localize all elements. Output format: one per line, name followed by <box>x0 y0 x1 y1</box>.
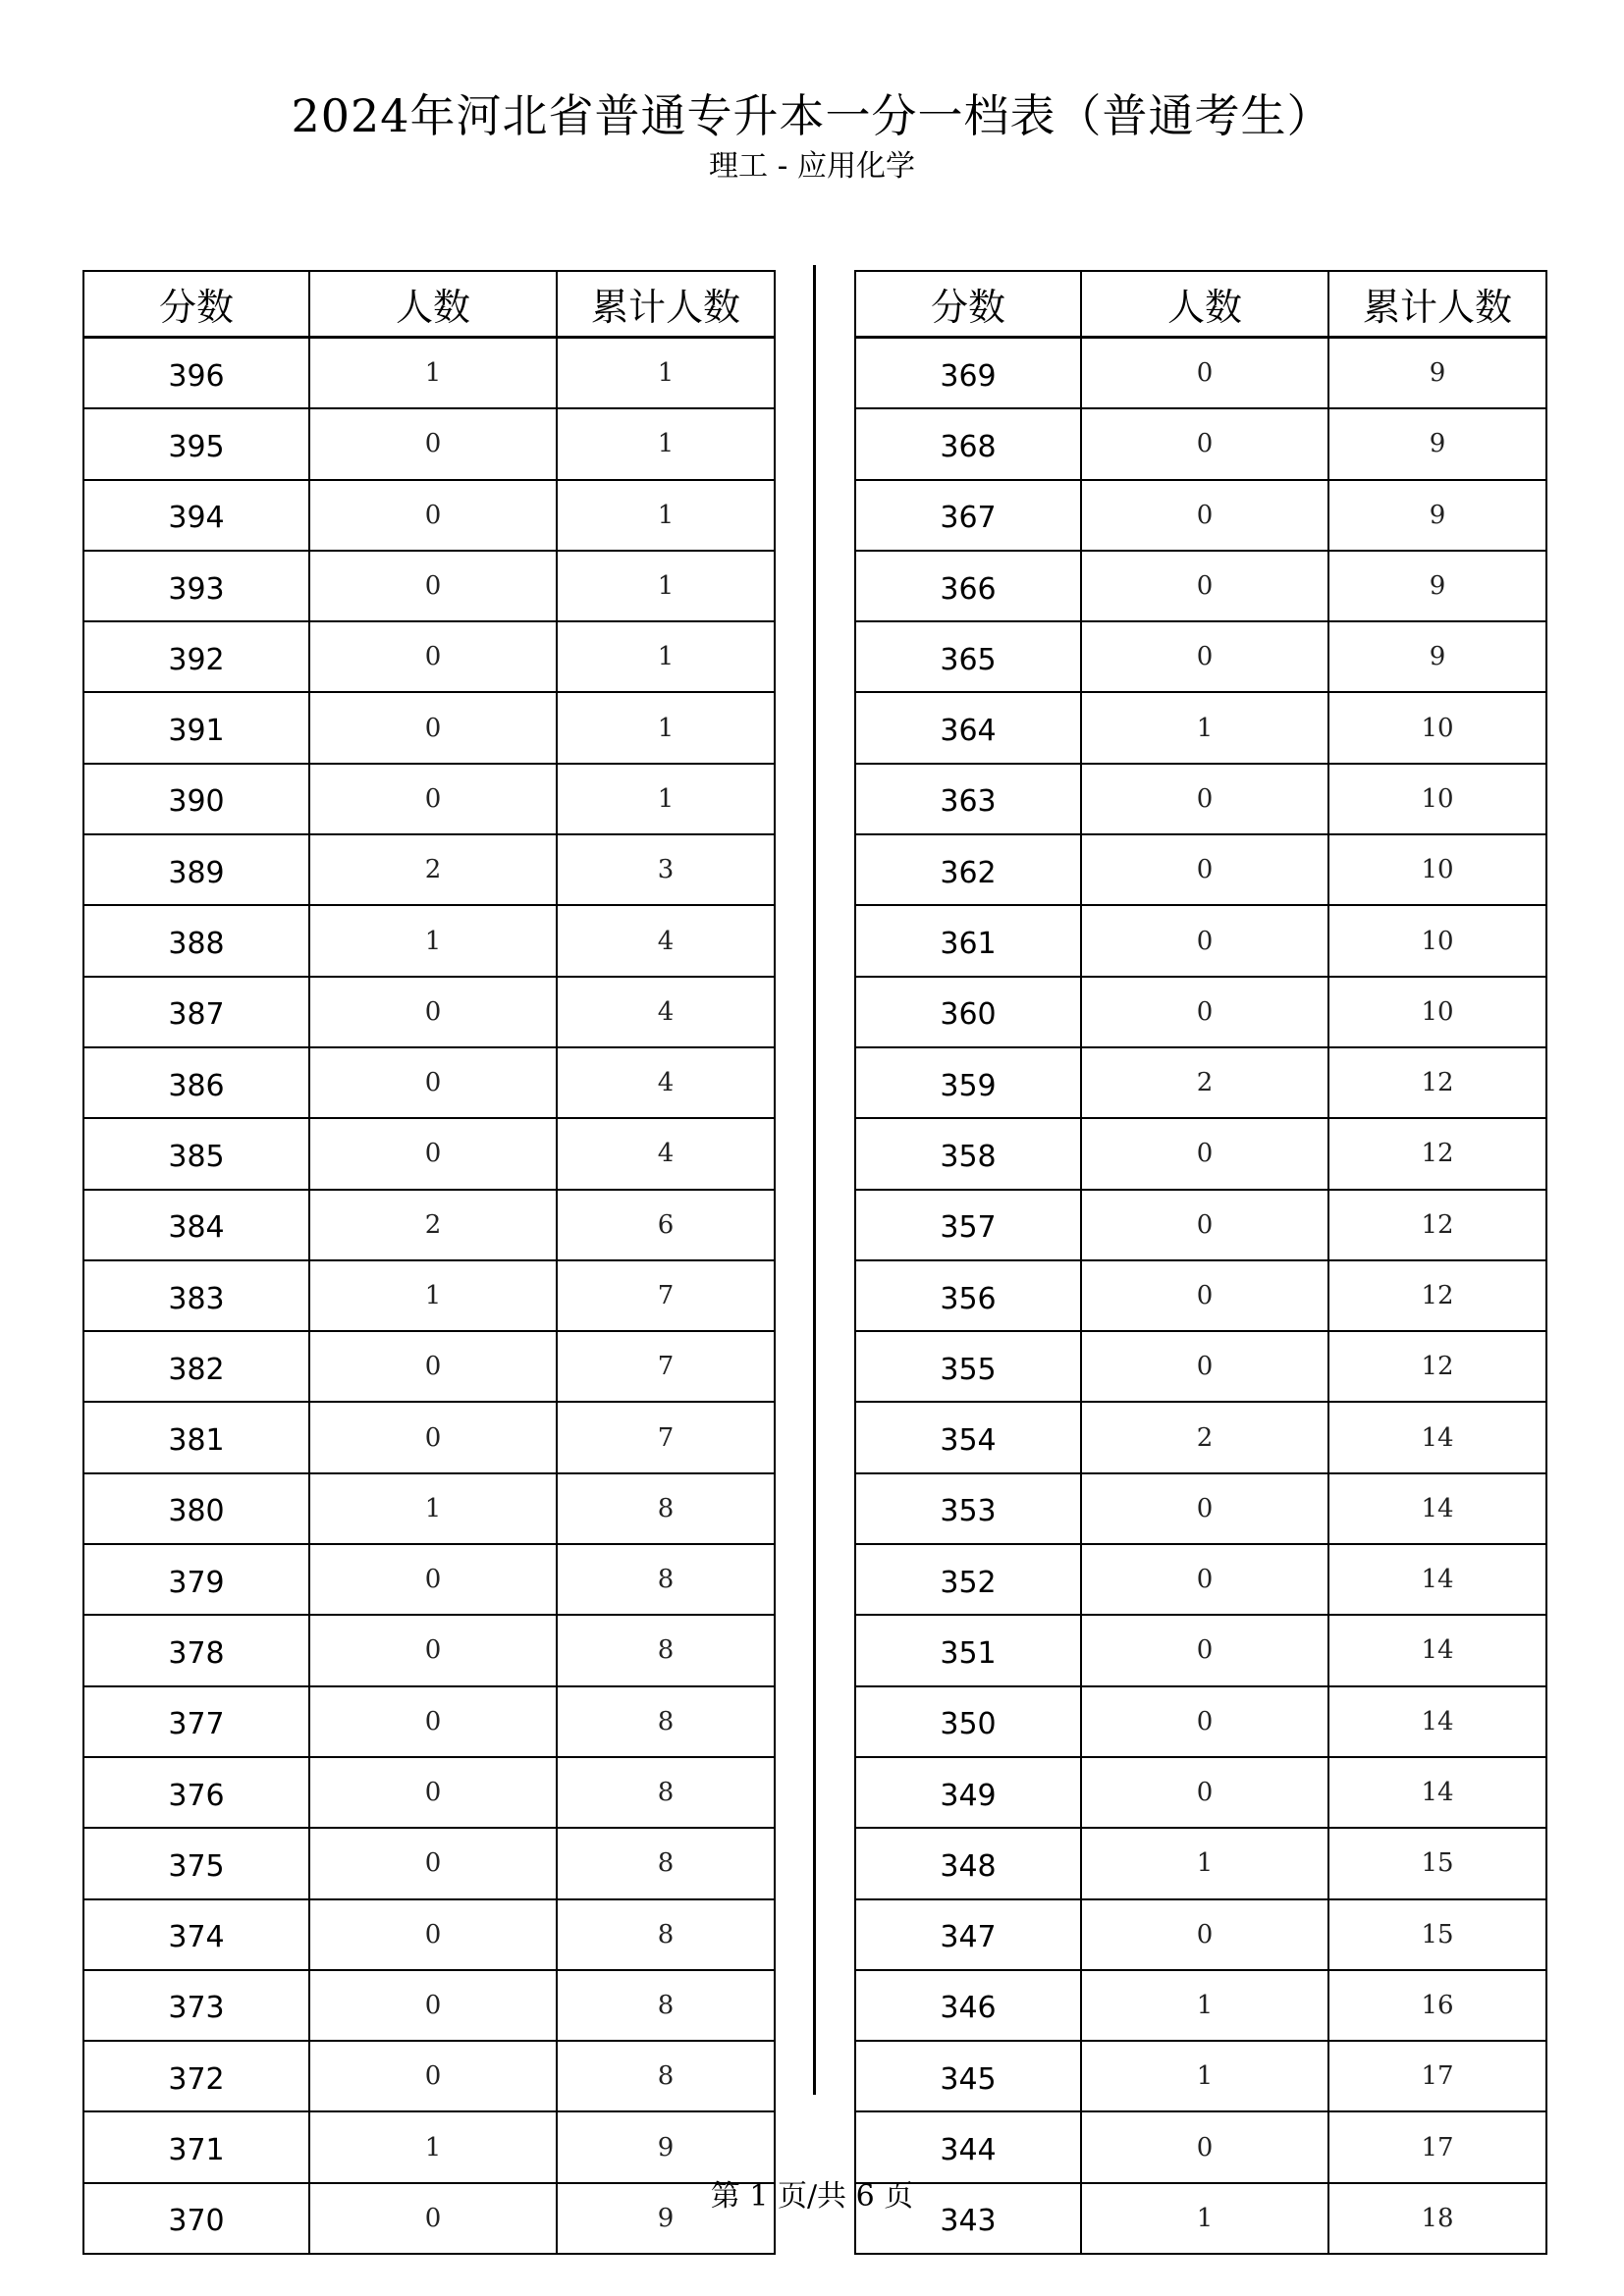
table-row <box>855 1047 1546 1118</box>
count-cell: 0 <box>309 1686 557 1757</box>
score-cell: 354 <box>855 1402 1081 1472</box>
cumulative-cell: 9 <box>1328 480 1546 551</box>
table-row <box>83 2041 775 2111</box>
column-header-cumulative: 累计人数 <box>557 271 775 338</box>
table-row <box>855 1473 1546 1544</box>
table-row <box>83 1686 775 1757</box>
table-row <box>855 1402 1546 1472</box>
count-cell: 0 <box>309 1899 557 1970</box>
cumulative-cell: 1 <box>557 408 775 479</box>
score-table-right <box>854 270 1547 2255</box>
count-cell: 0 <box>1081 480 1328 551</box>
table-row <box>83 834 775 905</box>
count-cell: 0 <box>1081 1118 1328 1189</box>
cumulative-cell: 12 <box>1328 1190 1546 1260</box>
cumulative-cell: 16 <box>1328 1970 1546 2041</box>
table-row <box>855 764 1546 834</box>
table-row <box>83 480 775 551</box>
table-row <box>83 905 775 976</box>
cumulative-cell: 1 <box>557 480 775 551</box>
cumulative-cell: 8 <box>557 1757 775 1828</box>
score-cell: 347 <box>855 1899 1081 1970</box>
score-cell: 362 <box>855 834 1081 905</box>
count-cell: 1 <box>309 2111 557 2182</box>
score-cell: 363 <box>855 764 1081 834</box>
score-cell: 380 <box>83 1473 309 1544</box>
count-cell: 0 <box>1081 1331 1328 1402</box>
score-cell: 386 <box>83 1047 309 1118</box>
count-cell: 0 <box>1081 2111 1328 2182</box>
table-row <box>855 1544 1546 1615</box>
page-number: 第 1 页/共 6 页 <box>710 2179 914 2214</box>
table-row <box>855 1190 1546 1260</box>
table-row <box>83 1190 775 1260</box>
cumulative-cell: 8 <box>557 1473 775 1544</box>
count-cell: 0 <box>309 621 557 692</box>
table-row <box>855 2041 1546 2111</box>
score-cell: 360 <box>855 977 1081 1047</box>
score-cell: 388 <box>83 905 309 976</box>
count-cell: 0 <box>309 2183 557 2254</box>
score-cell: 390 <box>83 764 309 834</box>
score-cell: 377 <box>83 1686 309 1757</box>
count-cell: 2 <box>309 1190 557 1260</box>
column-header-score: 分数 <box>83 271 309 338</box>
cumulative-cell: 8 <box>557 1686 775 1757</box>
table-row <box>855 1615 1546 1685</box>
cumulative-cell: 8 <box>557 1615 775 1685</box>
score-cell: 376 <box>83 1757 309 1828</box>
table-row <box>855 977 1546 1047</box>
count-cell: 0 <box>1081 551 1328 621</box>
page-title: 2024年河北省普通专升本一分一档表（普通考生） <box>291 89 1333 142</box>
cumulative-cell: 8 <box>557 2041 775 2111</box>
cumulative-cell: 8 <box>557 1828 775 1898</box>
table-row <box>83 1757 775 1828</box>
page-subtitle: 理工 - 应用化学 <box>709 149 915 184</box>
table-header-row <box>855 271 1546 338</box>
score-cell: 368 <box>855 408 1081 479</box>
score-cell: 385 <box>83 1118 309 1189</box>
score-cell: 345 <box>855 2041 1081 2111</box>
score-cell: 396 <box>83 338 309 409</box>
cumulative-cell: 14 <box>1328 1473 1546 1544</box>
column-header-count: 人数 <box>1081 271 1328 338</box>
score-cell: 395 <box>83 408 309 479</box>
cumulative-cell: 12 <box>1328 1047 1546 1118</box>
table-row <box>855 1260 1546 1331</box>
count-cell: 0 <box>309 692 557 763</box>
column-header-cumulative: 累计人数 <box>1328 271 1546 338</box>
cumulative-cell: 8 <box>557 1544 775 1615</box>
table-row <box>83 1899 775 1970</box>
score-cell: 383 <box>83 1260 309 1331</box>
table-row <box>855 408 1546 479</box>
table-row <box>83 1473 775 1544</box>
table-row <box>855 1899 1546 1970</box>
score-cell: 374 <box>83 1899 309 1970</box>
score-cell: 373 <box>83 1970 309 2041</box>
table-row <box>83 408 775 479</box>
score-cell: 384 <box>83 1190 309 1260</box>
table-row <box>83 1331 775 1402</box>
table-row <box>83 764 775 834</box>
count-cell: 0 <box>309 1118 557 1189</box>
table-row <box>83 1047 775 1118</box>
table-row <box>855 338 1546 409</box>
cumulative-cell: 10 <box>1328 692 1546 763</box>
table-row <box>83 1402 775 1472</box>
count-cell: 0 <box>309 1331 557 1402</box>
cumulative-cell: 7 <box>557 1260 775 1331</box>
count-cell: 1 <box>309 1260 557 1331</box>
score-cell: 356 <box>855 1260 1081 1331</box>
table-row <box>855 621 1546 692</box>
table-row <box>855 1828 1546 1898</box>
cumulative-cell: 9 <box>1328 621 1546 692</box>
cumulative-cell: 1 <box>557 338 775 409</box>
count-cell: 0 <box>1081 1757 1328 1828</box>
table-row <box>855 480 1546 551</box>
table-row <box>83 1615 775 1685</box>
count-cell: 2 <box>1081 1047 1328 1118</box>
table-row <box>855 551 1546 621</box>
cumulative-cell: 10 <box>1328 764 1546 834</box>
cumulative-cell: 15 <box>1328 1899 1546 1970</box>
score-table-left-body <box>83 338 775 2255</box>
cumulative-cell: 1 <box>557 621 775 692</box>
score-cell: 375 <box>83 1828 309 1898</box>
count-cell: 0 <box>1081 1899 1328 1970</box>
count-cell: 0 <box>1081 1260 1328 1331</box>
table-row <box>83 1118 775 1189</box>
count-cell: 0 <box>1081 905 1328 976</box>
count-cell: 1 <box>309 905 557 976</box>
count-cell: 0 <box>1081 338 1328 409</box>
cumulative-cell: 12 <box>1328 1118 1546 1189</box>
count-cell: 0 <box>309 1970 557 2041</box>
table-row <box>855 1970 1546 2041</box>
count-cell: 1 <box>1081 2041 1328 2111</box>
table-row <box>83 692 775 763</box>
score-cell: 387 <box>83 977 309 1047</box>
count-cell: 0 <box>1081 1190 1328 1260</box>
count-cell: 2 <box>1081 1402 1328 1472</box>
score-cell: 346 <box>855 1970 1081 2041</box>
score-cell: 366 <box>855 551 1081 621</box>
table-row <box>83 1260 775 1331</box>
count-cell: 0 <box>309 1615 557 1685</box>
cumulative-cell: 14 <box>1328 1757 1546 1828</box>
score-cell: 393 <box>83 551 309 621</box>
count-cell: 0 <box>1081 1473 1328 1544</box>
score-cell: 361 <box>855 905 1081 976</box>
cumulative-cell: 10 <box>1328 977 1546 1047</box>
cumulative-cell: 7 <box>557 1402 775 1472</box>
count-cell: 0 <box>1081 1615 1328 1685</box>
count-cell: 1 <box>1081 2183 1328 2254</box>
cumulative-cell: 15 <box>1328 1828 1546 1898</box>
count-cell: 0 <box>309 2041 557 2111</box>
count-cell: 0 <box>309 1402 557 1472</box>
count-cell: 1 <box>309 338 557 409</box>
score-cell: 367 <box>855 480 1081 551</box>
score-cell: 371 <box>83 2111 309 2182</box>
column-header-score: 分数 <box>855 271 1081 338</box>
cumulative-cell: 12 <box>1328 1260 1546 1331</box>
score-table-right-body <box>855 338 1546 2255</box>
score-cell: 394 <box>83 480 309 551</box>
table-row <box>83 1970 775 2041</box>
table-row <box>83 621 775 692</box>
score-cell: 372 <box>83 2041 309 2111</box>
cumulative-cell: 9 <box>557 2111 775 2182</box>
count-cell: 0 <box>1081 764 1328 834</box>
cumulative-cell: 8 <box>557 1899 775 1970</box>
cumulative-cell: 1 <box>557 764 775 834</box>
count-cell: 1 <box>1081 692 1328 763</box>
cumulative-cell: 8 <box>557 1970 775 2041</box>
cumulative-cell: 4 <box>557 1118 775 1189</box>
cumulative-cell: 4 <box>557 977 775 1047</box>
count-cell: 0 <box>309 480 557 551</box>
table-row <box>855 1686 1546 1757</box>
count-cell: 0 <box>309 977 557 1047</box>
score-cell: 391 <box>83 692 309 763</box>
table-row <box>83 551 775 621</box>
count-cell: 0 <box>1081 977 1328 1047</box>
cumulative-cell: 14 <box>1328 1402 1546 1472</box>
table-row <box>83 338 775 409</box>
cumulative-cell: 14 <box>1328 1615 1546 1685</box>
score-cell: 369 <box>855 338 1081 409</box>
column-header-count: 人数 <box>309 271 557 338</box>
score-cell: 357 <box>855 1190 1081 1260</box>
score-table-left <box>82 270 776 2255</box>
cumulative-cell: 7 <box>557 1331 775 1402</box>
cumulative-cell: 14 <box>1328 1686 1546 1757</box>
count-cell: 1 <box>309 1473 557 1544</box>
cumulative-cell: 4 <box>557 905 775 976</box>
cumulative-cell: 9 <box>1328 338 1546 409</box>
score-cell: 352 <box>855 1544 1081 1615</box>
score-cell: 365 <box>855 621 1081 692</box>
cumulative-cell: 12 <box>1328 1331 1546 1402</box>
cumulative-cell: 3 <box>557 834 775 905</box>
cumulative-cell: 10 <box>1328 834 1546 905</box>
table-row <box>855 1757 1546 1828</box>
column-divider <box>813 265 816 2095</box>
cumulative-cell: 9 <box>1328 408 1546 479</box>
score-cell: 353 <box>855 1473 1081 1544</box>
cumulative-cell: 6 <box>557 1190 775 1260</box>
score-cell: 358 <box>855 1118 1081 1189</box>
count-cell: 1 <box>1081 1828 1328 1898</box>
score-cell: 392 <box>83 621 309 692</box>
cumulative-cell: 1 <box>557 551 775 621</box>
count-cell: 0 <box>1081 621 1328 692</box>
cumulative-cell: 4 <box>557 1047 775 1118</box>
count-cell: 0 <box>1081 1686 1328 1757</box>
count-cell: 0 <box>1081 408 1328 479</box>
score-cell: 382 <box>83 1331 309 1402</box>
count-cell: 0 <box>1081 1544 1328 1615</box>
score-cell: 344 <box>855 2111 1081 2182</box>
table-row <box>83 977 775 1047</box>
cumulative-cell: 9 <box>1328 551 1546 621</box>
table-row <box>855 2111 1546 2182</box>
cumulative-cell: 1 <box>557 692 775 763</box>
score-cell: 348 <box>855 1828 1081 1898</box>
score-cell: 351 <box>855 1615 1081 1685</box>
score-cell: 379 <box>83 1544 309 1615</box>
score-cell: 389 <box>83 834 309 905</box>
table-row <box>83 1828 775 1898</box>
count-cell: 0 <box>1081 834 1328 905</box>
cumulative-cell: 10 <box>1328 905 1546 976</box>
count-cell: 1 <box>1081 1970 1328 2041</box>
table-row <box>855 692 1546 763</box>
score-cell: 349 <box>855 1757 1081 1828</box>
count-cell: 0 <box>309 1544 557 1615</box>
cumulative-cell: 14 <box>1328 1544 1546 1615</box>
count-cell: 0 <box>309 1828 557 1898</box>
table-row <box>855 905 1546 976</box>
table-row <box>855 1118 1546 1189</box>
count-cell: 0 <box>309 1047 557 1118</box>
count-cell: 0 <box>309 764 557 834</box>
count-cell: 0 <box>309 1757 557 1828</box>
count-cell: 0 <box>309 551 557 621</box>
count-cell: 0 <box>309 408 557 479</box>
table-row <box>83 2111 775 2182</box>
table-row <box>83 1544 775 1615</box>
score-cell: 343 <box>855 2183 1081 2254</box>
table-header-row <box>83 271 775 338</box>
score-cell: 364 <box>855 692 1081 763</box>
cumulative-cell: 17 <box>1328 2111 1546 2182</box>
score-cell: 350 <box>855 1686 1081 1757</box>
score-cell: 370 <box>83 2183 309 2254</box>
score-cell: 355 <box>855 1331 1081 1402</box>
cumulative-cell: 17 <box>1328 2041 1546 2111</box>
count-cell: 2 <box>309 834 557 905</box>
cumulative-cell: 9 <box>557 2183 775 2254</box>
score-cell: 381 <box>83 1402 309 1472</box>
score-cell: 378 <box>83 1615 309 1685</box>
table-row <box>855 834 1546 905</box>
score-cell: 359 <box>855 1047 1081 1118</box>
table-row <box>855 1331 1546 1402</box>
cumulative-cell: 18 <box>1328 2183 1546 2254</box>
